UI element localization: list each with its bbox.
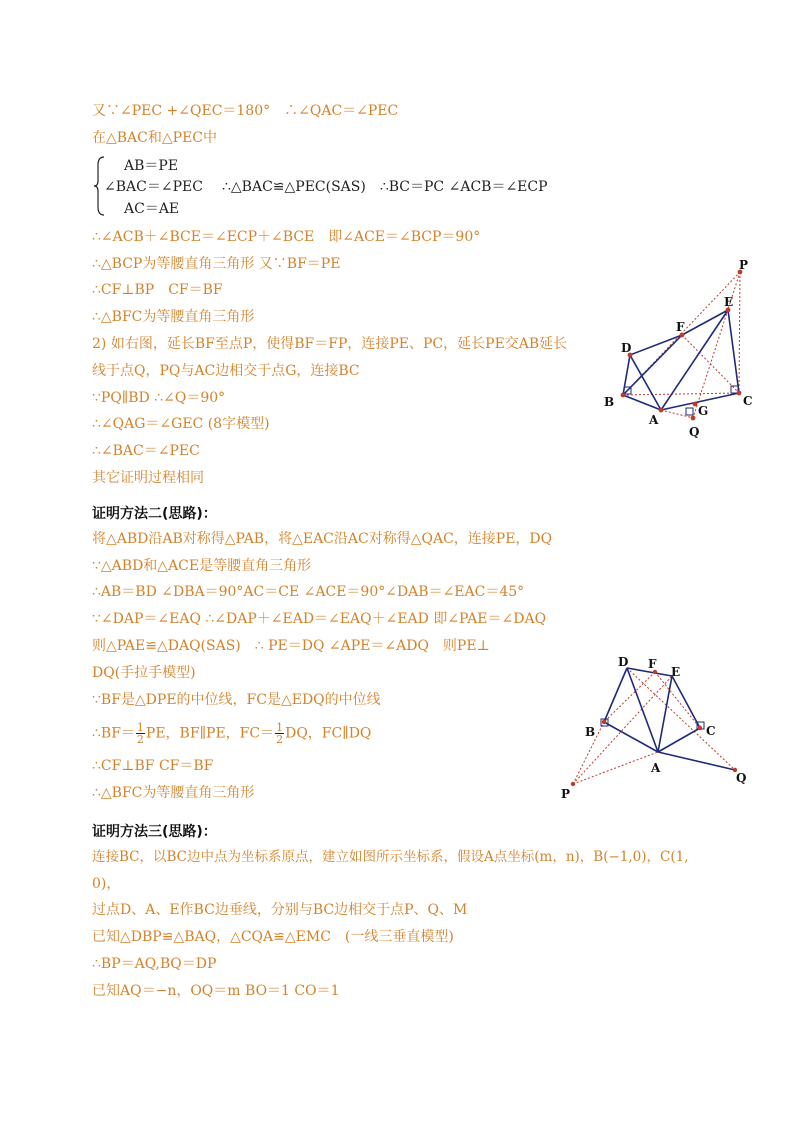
point-label: P: [561, 787, 571, 801]
point-label: C: [743, 394, 753, 408]
text-line: 又∵∠PEC +∠QEC＝180° ∴∠QAC＝∠PEC: [92, 103, 399, 119]
text-line: 在△BAC和△PEC中: [92, 130, 217, 146]
text-line: ∴∠BAC＝∠PEC: [92, 443, 200, 459]
text-line: ∴△BCP为等腰直角三角形 又∵BF＝PE: [92, 256, 341, 272]
point-label: A: [649, 413, 659, 427]
text-segment: DQ，FC∥DQ: [285, 725, 372, 742]
section-heading: 证明方法二(思路)：: [92, 506, 217, 522]
geometry-figure-1: [598, 255, 760, 445]
geometry-figure-2: [556, 652, 756, 802]
fraction: $\frac{1}{2}$: [136, 721, 144, 746]
text-segment: PE，BF∥PE，FC＝: [145, 725, 275, 742]
text-line: ∴CF⊥BP CF＝BF: [92, 282, 223, 298]
point-label: E: [724, 295, 734, 309]
text-line: DQ(手拉手模型): [92, 665, 196, 681]
text-line: 则△PAE≌△DAQ(SAS) ∴ PE＝DQ ∠APE＝∠ADQ 则PE⊥: [92, 638, 490, 654]
text-line: 线于点Q，PQ与AC边相交于点G，连接BC: [92, 363, 360, 379]
text-line: ∴AB＝BD ∠DBA＝90°AC＝CE ∠ACE＝90°∠DAB＝∠EAC＝45°: [92, 584, 525, 600]
point-label: B: [585, 725, 596, 739]
equation-system-line: ∴△BAC≌△PEC(SAS) ∴BC＝PC ∠ACB＝∠ECP: [222, 179, 548, 195]
fraction: $\frac{1}{2}$: [276, 721, 284, 746]
text-line: 将△ABD沿AB对称得△PAB，将△EAC沿AC对称得△QAC，连接PE，DQ: [92, 531, 553, 547]
text-line: ∵∠DAP＝∠EAQ ∴∠DAP＋∠EAD＝∠EAQ＋∠EAD 即∠PAE＝∠DAQ: [92, 611, 547, 627]
text-line: 0)，: [92, 876, 121, 892]
point-label: D: [618, 655, 629, 669]
text-line: ∴BP＝AQ,BQ＝DP: [92, 956, 217, 972]
point-label: B: [604, 395, 615, 409]
point-label: D: [621, 341, 632, 355]
text-line: 2) 如右图，延长BF至点P，使得BF＝FP，连接PE、PC，延长PE交AB延长: [92, 336, 568, 352]
text-line: ∵BF是△DPE的中位线，FC是△EDQ的中位线: [92, 692, 381, 708]
text-line: ∵△ABD和△ACE是等腰直角三角形: [92, 558, 312, 574]
equation-system-line: AB＝PE: [124, 158, 179, 174]
point-label: P: [739, 258, 749, 272]
equation-system-line: ∠BAC＝∠PEC: [104, 179, 203, 195]
section-heading: 证明方法三(思路)：: [92, 824, 217, 840]
equation-system-line: AC＝AE: [124, 201, 180, 217]
text-line: ∴CF⊥BF CF＝BF: [92, 758, 214, 774]
point-label: G: [698, 404, 709, 418]
point-label: E: [671, 665, 681, 679]
text-line: ∵PQ∥BD ∴∠Q＝90°: [92, 390, 226, 406]
fraction-line: [92, 722, 371, 745]
point-label: C: [706, 724, 716, 738]
text-line: 过点D、A、E作BC边垂线，分别与BC边相交于点P、Q、M: [92, 902, 468, 918]
text-line: 已知AQ＝−n，OQ＝m BO＝1 CO＝1: [92, 983, 340, 999]
text-segment: ∴BF＝: [92, 725, 135, 742]
text-line: ∴∠QAG＝∠GEC (8字模型): [92, 416, 270, 432]
text-line: ∴△BFC为等腰直角三角形: [92, 309, 255, 325]
point-label: Q: [689, 425, 700, 439]
point-label: Q: [736, 771, 747, 785]
point-label: A: [651, 761, 661, 775]
text-line: 其它证明过程相同: [92, 470, 204, 486]
text-line: 已知△DBP≌△BAQ，△CQA≌△EMC (一线三垂直模型): [92, 929, 454, 945]
text-line: 连接BC，以BC边中点为坐标系原点，建立如图所示坐标系，假设A点坐标(m，n)，B(−1,0)，C(1,: [92, 849, 689, 865]
point-label: F: [676, 320, 685, 334]
text-line: ∴∠ACB＋∠BCE＝∠ECP＋∠BCE 即∠ACE＝∠BCP＝90°: [92, 229, 481, 245]
text-line: ∴△BFC为等腰直角三角形: [92, 785, 255, 801]
point-label: F: [648, 657, 657, 671]
